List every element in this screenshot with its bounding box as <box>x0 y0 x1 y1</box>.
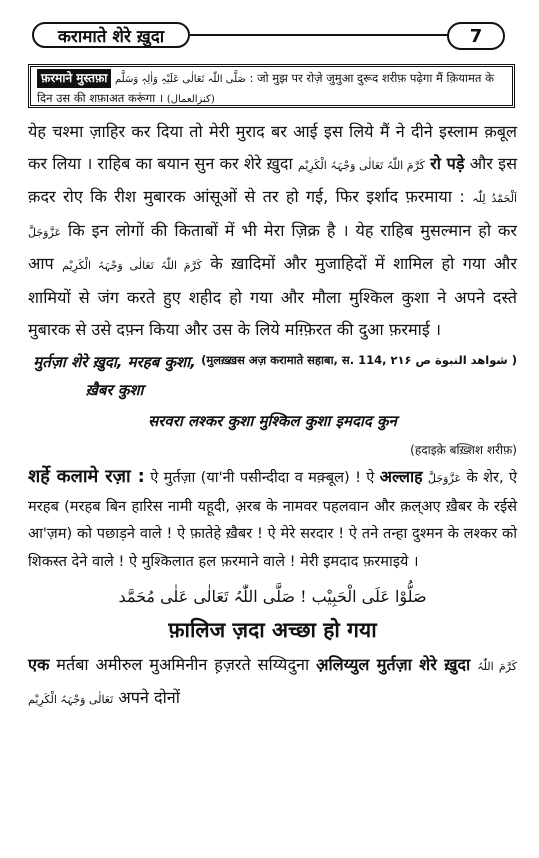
verse-line-1: मुर्तज़ा शेरे ख़ुदा, मरहब कुशा, ख़ैबर कुशा <box>33 353 196 400</box>
verse-line-2: सरवरा लश्कर कुशा मुश्किल कुशा इमदाद कुन <box>148 412 397 431</box>
section-bold-name: अ़लिय्युल मुर्तज़ा शेरे ख़ुदा <box>316 655 471 675</box>
section-bold-start: एक <box>28 655 50 675</box>
paragraph-1 <box>28 116 518 368</box>
section-honorific: کَرَّمَ اللّٰہُ تَعَالٰی وَجْہَہُ الْکَرِیْم <box>28 660 517 707</box>
sharah-text-b: के शेर, ऐ मरहब (मरहब बिन हारिस नामी यहूदी, अ़रब के नामवर पहलवान और क़ल्अए ख़ैबर के रईसे आ'ज़म) को पछाड़ने वाले ! ऐ फ़ातेहे ख़ैबर ! ऐ मेरे सरदार ! ऐ तने तन्हा दुश्मन के लश्कर को शिकस्त देने वाले ! ऐ मुश्किलात हल फ़रमाने वाले ! मेरी इमदाद फ़रमाइये । <box>28 469 518 570</box>
salawat-text: صَلَّی اللّٰہ تَعَالٰی عَلَیْہِ وَاٰلِہٖ وَسَلَّم <box>114 74 246 85</box>
sharah-text-a: ऐ मुर्तज़ा (या'नी पसीन्दीदा व मक़्बूल) ! ऐ <box>150 469 375 487</box>
section-text-b: अपने दोनों <box>118 688 180 708</box>
paragraph-1-part-a: येह चश्मा ज़ाहिर कर दिया तो मेरी मुराद बर आई इस लिये मैं ने दीने इस्लाम क़बूल कर लिया । राहिब का बयान सुन कर शेरे ख़ुदा <box>28 122 517 173</box>
section-text-a: मर्तबा अमीरुल मुअमिनीन ह़ज़रते सय्यिदुना <box>56 655 310 675</box>
hadith-notice-box <box>28 64 515 108</box>
header-rule <box>190 34 449 36</box>
verse-source: (हदाइके़ बख़्शिश शरीफ़) <box>410 443 517 458</box>
notice-reference: (کنزالعمال) <box>166 94 215 105</box>
alhamdulillah-text: اَلْحَمْدُ لِلّٰہ عَزَّوَجَلَّ <box>28 192 518 239</box>
section-heading: फ़ालिज ज़दा अच्छा हो गया <box>168 618 377 643</box>
azza-wajal-text: عَزَّوَجَلَّ <box>428 472 462 486</box>
sharah-label: शर्हे कलामे रज़ा : <box>28 466 145 488</box>
paragraph-1-part-d: के ख़ादिमों और मुजाहिदों में शामिल हो गया और शामियों से जंग करते हुए शहीद हो गया और मौला मुश्किल कुशा ने अपने दस्ते मुबारक से उसे दफ़्न किया और उस के लिये मग़्फ़िरत की दुआ फ़रमाई । <box>28 254 517 339</box>
page-content <box>28 116 517 715</box>
salutation-line: صَلُّوْا عَلَی الْحَبِیْب ! صَلَّی اللّٰہُ تَعَالٰی عَلٰی مُحَمَّد <box>118 587 427 607</box>
book-title: करामाते शेरे ख़ुदा <box>32 22 190 48</box>
allah-word: अल्लाह <box>379 467 423 487</box>
paragraph-1-part-b: और इस क़दर रोए कि रीश मुबारक आंसूओं से तर हो गई, फिर इर्शाद फ़रमाया : <box>28 153 518 207</box>
section-paragraph <box>28 649 517 715</box>
paragraph-1-part-c: कि इन लोगों की किताबों में भी मेरा ज़िक्र है । येह राहिब मुसल्मान हो कर आप <box>28 220 517 274</box>
honorific-2: کَرَّمَ اللّٰہُ تَعَالٰی وَجْہَہُ الْکَرِیْم <box>62 259 202 273</box>
page-number: 7 <box>447 22 505 50</box>
sharah-paragraph <box>28 463 517 575</box>
paragraph-1-reference: (मुलख़्ख़स अज़ करामाते सहाबा, स. 114, شواهد النبوة ص ۲۱۶ ) <box>201 353 517 368</box>
honorific-1: کَرَّمَ اللّٰہُ تَعَالٰی وَجْہَہُ الْکَرِیْم <box>297 158 425 172</box>
notice-label: फ़रमाने मुस्तफ़ा <box>37 69 111 88</box>
paragraph-1-bold: रो पड़े <box>430 153 465 173</box>
notice-text: : जो मुझ पर रोज़े जुमुआ दुरूद शरीफ़ पढ़ेगा मैं क़ियामत के दिन उस की शफ़ाअत करूंगा । <box>37 71 494 105</box>
